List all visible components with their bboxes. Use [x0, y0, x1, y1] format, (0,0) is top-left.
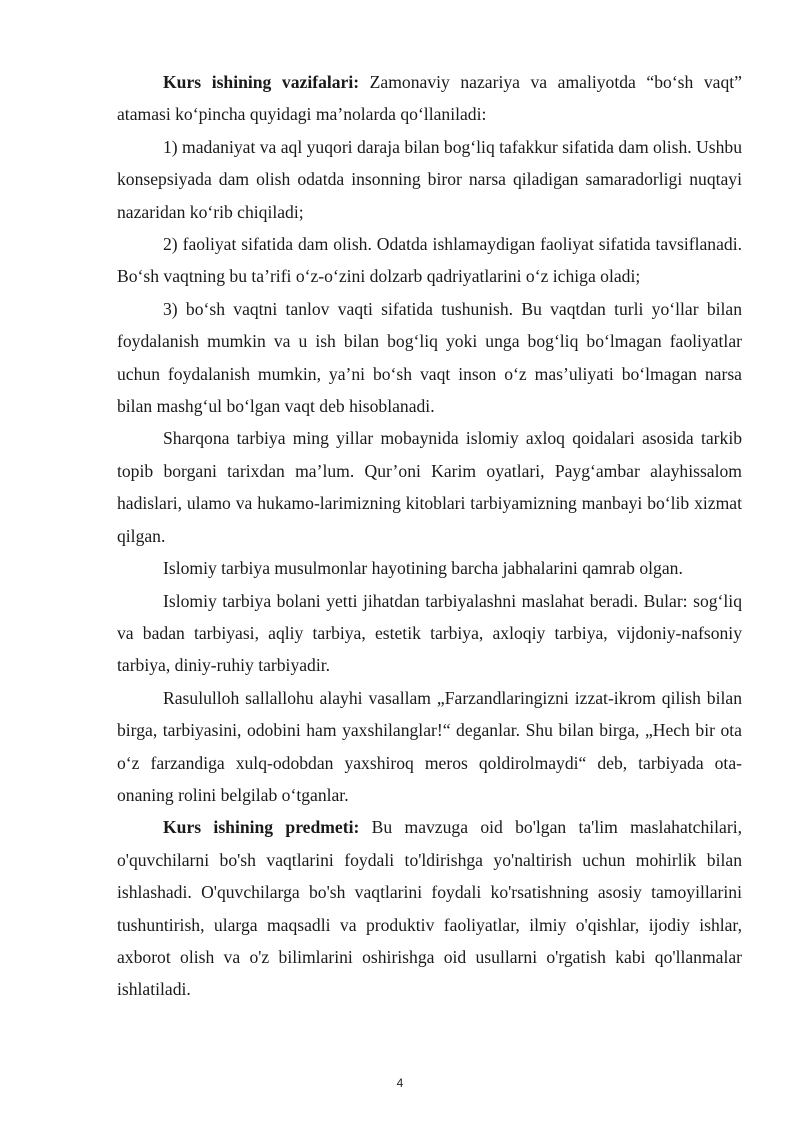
paragraph-text: Sharqona tarbiya ming yillar mobaynida islomiy axloq qoidalari asosida tarkib topib borgani tarixdan ma’lum. Qur’oni Karim oyatlari, Payg‘ambar alayhissalom hadislari, ulamo va hukamo-larimizning kitoblari tarbiyamizning manbayi bo‘lib xizmat qilgan.	[117, 428, 742, 546]
page-number: 4	[396, 1076, 404, 1090]
document-body	[117, 66, 742, 1006]
paragraph-text: Bu mavzuga oid bo'lgan ta'lim maslahatchilari, o'quvchilarni bo'sh vaqtlarini foydali to'ldirishga yo'naltirish uchun mohirlik bilan ishlashadi. O'quvchilarga bo'sh vaqtlarini foydali ko'rsatishning asosiy tamoyillarini tushuntirish, ularga maqsadli va produktiv faoliyatlar, ilmiy o'qishlar, ijodiy ishlar, axborot olish va o'z bilimlarini oshirishga oid usullarni o'rgatish kabi qo'llanmalar ishlatiladi.	[117, 817, 742, 1000]
paragraph-eastern-upbringing	[117, 422, 742, 552]
paragraph-text: Rasululloh sallallohu alayhi vasallam „Farzandlaringizni izzat-ikrom qilish bilan birga, tarbiyasini, odobini ham yaxshilanglar!“ deganlar. Shu bilan birga, „Hech bir ota o‘z farzandiga xulq-odobdan yaxshiroq meros qoldirolmaydi“ deb, tarbiyada ota-onaning rolini belgilab o‘tganlar.	[117, 687, 742, 805]
heading-tasks: Kurs ishining vazifalari:	[163, 72, 360, 92]
paragraph-seven-aspects	[117, 585, 742, 682]
paragraph-text: Islomiy tarbiya bolani yetti jihatdan tarbiyalashni maslahat beradi. Bular: sog‘liq va badan tarbiyasi, aqliy tarbiya, estetik tarbiya, axloqiy tarbiya, vijdoniy-nafsoniy tarbiya, diniy-ruhiy tarbiyadir.	[117, 590, 742, 676]
paragraph-text: 3) bo‘sh vaqtni tanlov vaqti sifatida tushunish. Bu vaqtdan turli yo‘llar bilan foydalanish mumkin va u ish bilan bog‘liq yoki unga bog‘liq bo‘lmagan faoliyatlar uchun foydalanish mumkin, ya’ni bo‘sh vaqt inson o‘z mas’uliyati bo‘lmagan narsa bilan mashg‘ul bo‘lgan vaqt deb hisoblanadi.	[117, 298, 742, 417]
paragraph-tasks	[117, 66, 742, 131]
paragraph-text: Islomiy tarbiya musulmonlar hayotining barcha jabhalarini qamrab olgan.	[163, 558, 683, 579]
paragraph-hadith	[117, 682, 742, 812]
paragraph-text: Zamonaviy nazariya va amaliyotda “bo‘sh vaqt” atamasi ko‘pincha quyidagi ma’nolarda qo‘llaniladi:	[117, 72, 742, 125]
paragraph-text: 2) faoliyat sifatida dam olish. Odatda ishlamaydigan faoliyat sifatida tavsiflanadi. Bo‘sh vaqtning bu ta’rifi o‘z-o‘zini dolzarb qadriyatlarini o‘z ichiga oladi;	[117, 234, 742, 287]
paragraph-islamic-upbringing	[117, 552, 742, 584]
paragraph-item-3	[117, 293, 742, 423]
paragraph-text: 1) madaniyat va aql yuqori daraja bilan bog‘liq tafakkur sifatida dam olish. Ushbu konsepsiyada dam olish odatda insonning biror narsa qiladigan samaradorligi nuqtayi nazaridan ko‘rib chiqiladi;	[117, 136, 742, 222]
heading-subject: Kurs ishining predmeti:	[163, 817, 360, 838]
paragraph-item-2	[117, 228, 742, 293]
paragraph-subject	[117, 811, 742, 1005]
paragraph-item-1	[117, 131, 742, 228]
